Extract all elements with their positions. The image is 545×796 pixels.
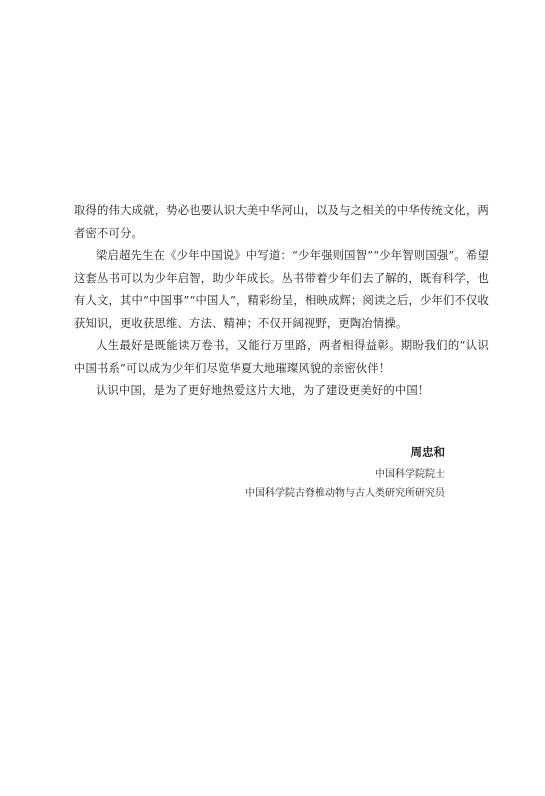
author-name: 周忠和 — [410, 445, 445, 459]
paragraph-read-and-travel: 人生最好是既能读万卷书，又能行万里路，两者相得益彰。期盼我们的“认识中国书系”可以成为少年们尽览华夏大地璀璨风貌的亲密伙伴！ — [74, 339, 489, 375]
author-title-academician: 中国科学院院士 — [375, 469, 445, 480]
preface-body — [74, 200, 489, 403]
author-signature — [245, 444, 445, 503]
author-title-institute: 中国科学院古脊椎动物与古人类研究所研究员 — [245, 488, 445, 499]
paragraph-continuation: 取得的伟大成就，势必也要认识大美中华河山，以及与之相关的中华传统文化，两者密不可分。 — [74, 204, 489, 240]
paragraph-liang-qichao-quote: 梁启超先生在《少年中国说》中写道：“少年强则国智”“少年智则国强”。希望这套丛书可以为少年启智，助少年成长。丛书带着少年们去了解的，既有科学，也有人文，其中“中国事”“中国人”，精彩纷呈，相映成辉；阅读之后，少年们不仅收获知识，更收获思维、方法、精神；不仅开阔视野，更陶冶情操。 — [74, 249, 489, 330]
paragraph-closing: 认识中国，是为了更好地热爱这片大地，为了建设更美好的中国！ — [96, 384, 430, 397]
